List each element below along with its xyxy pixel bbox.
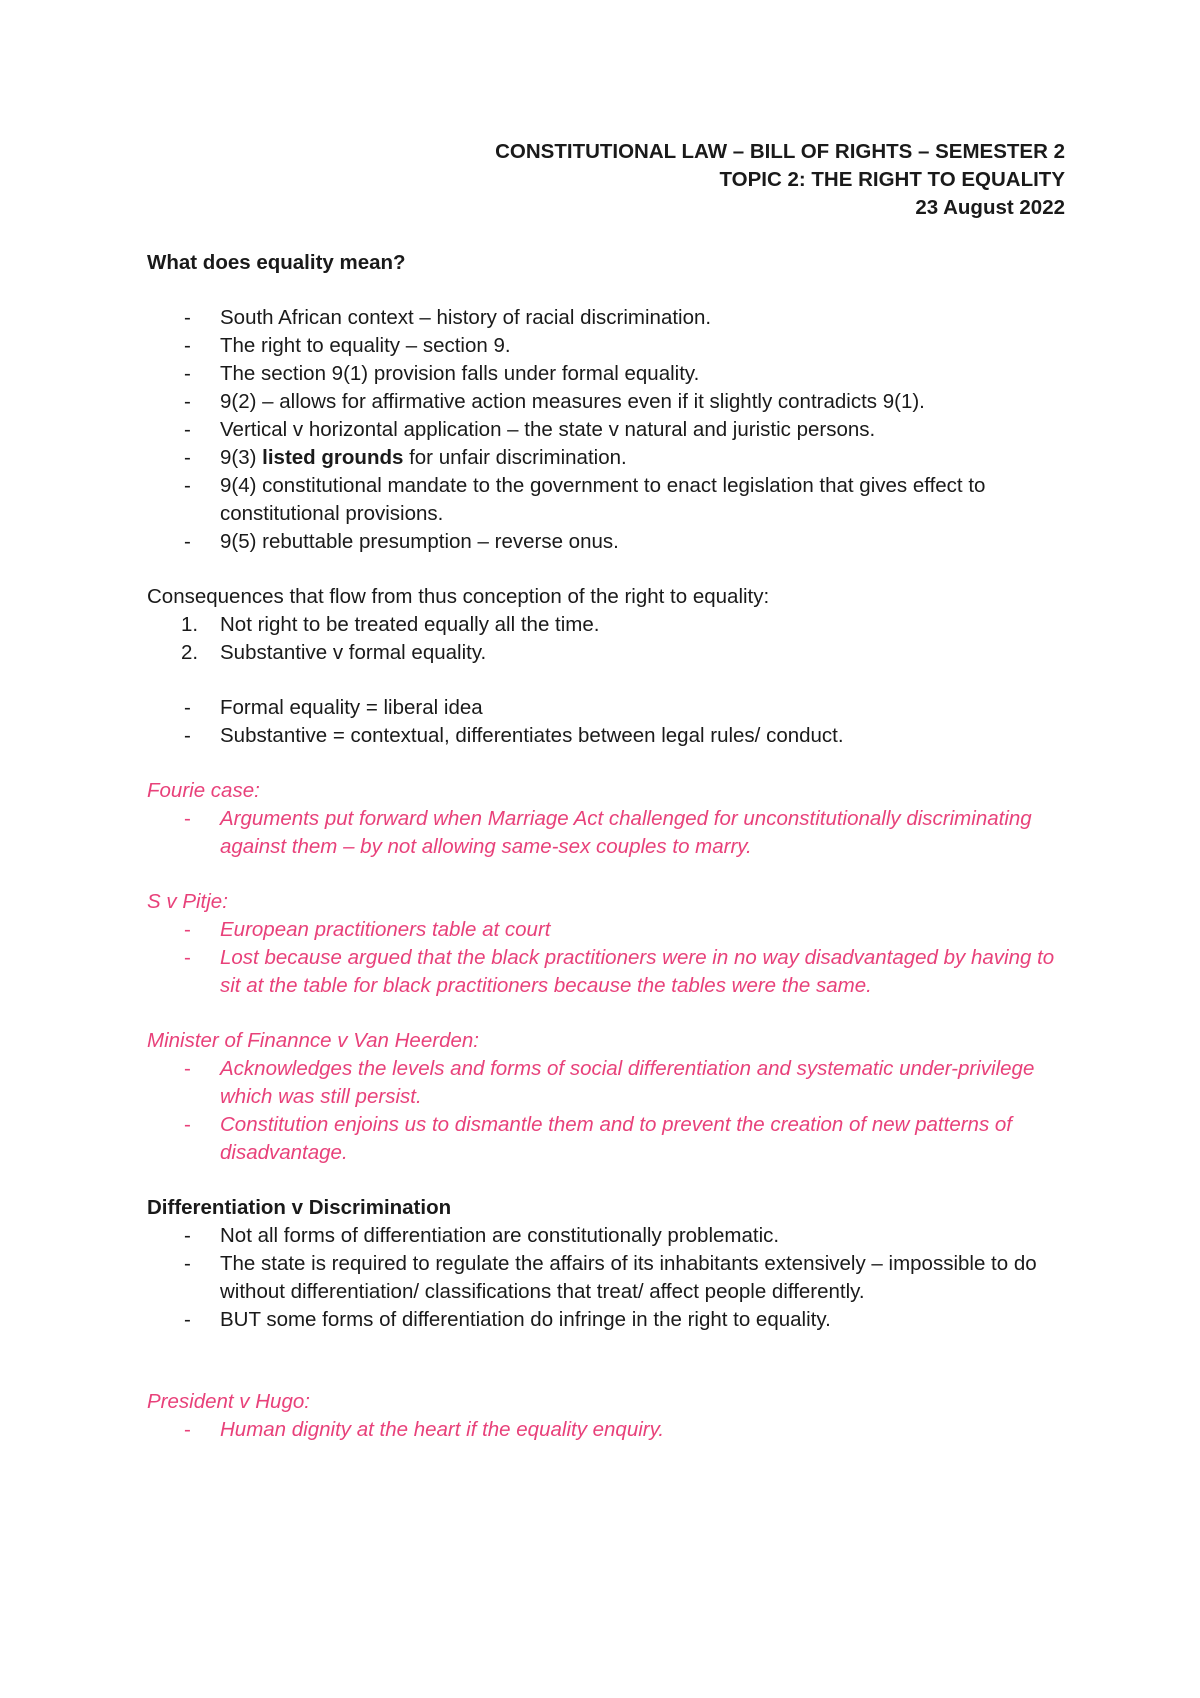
- case-title: S v Pitje:: [147, 890, 228, 913]
- consequences-numbered-list: [147, 611, 1065, 667]
- list-item: 2. Substantive v formal equality.: [181, 641, 487, 664]
- consequences-list: [147, 694, 1065, 750]
- list-item: - Acknowledges the levels and forms of social differentiation and systematic under-privilege which was still persist.: [184, 1057, 1035, 1108]
- section-heading-equality: What does equality mean?: [147, 251, 406, 274]
- list-item: - The state is required to regulate the affairs of its inhabitants extensively – impossible to do without differentiation/ classifications that treat/ affect people differently.: [184, 1252, 1037, 1303]
- case-hugo: [147, 1388, 1065, 1444]
- equality-list: [147, 304, 1065, 556]
- consequences-intro: Consequences that flow from thus conception of the right to equality:: [147, 585, 770, 608]
- differentiation-list: [147, 1222, 1065, 1334]
- case-pitje: [147, 888, 1065, 1000]
- document-page: [147, 138, 1065, 1444]
- document-header: [147, 138, 1065, 222]
- list-item: - Constitution enjoins us to dismantle them and to prevent the creation of new patterns of disadvantage.: [184, 1113, 1012, 1164]
- listed-grounds-emphasis: listed grounds: [262, 446, 404, 469]
- list-item: - Formal equality = liberal idea: [184, 696, 483, 719]
- list-item: - Arguments put forward when Marriage Act challenged for unconstitutionally discriminating against them – by not allowing same-sex couples to marry.: [184, 807, 1032, 858]
- list-item: - European practitioners table at court: [184, 918, 551, 941]
- section-heading-differentiation: Differentiation v Discrimination: [147, 1196, 452, 1219]
- case-title: Minister of Finannce v Van Heerden:: [147, 1029, 479, 1052]
- document-date: 23 August 2022: [915, 196, 1065, 219]
- case-van-heerden: [147, 1027, 1065, 1167]
- topic-title: TOPIC 2: THE RIGHT TO EQUALITY: [719, 168, 1065, 191]
- list-item: - Vertical v horizontal application – the state v natural and juristic persons.: [184, 418, 876, 441]
- list-item: - South African context – history of racial discrimination.: [184, 306, 712, 329]
- list-item: - BUT some forms of differentiation do infringe in the right to equality.: [184, 1308, 831, 1331]
- course-title: CONSTITUTIONAL LAW – BILL OF RIGHTS – SEMESTER 2: [495, 140, 1065, 163]
- case-title: President v Hugo:: [147, 1390, 310, 1413]
- list-item: 1. Not right to be treated equally all the time.: [181, 613, 600, 636]
- list-item: - The right to equality – section 9.: [184, 334, 511, 357]
- list-item: - The section 9(1) provision falls under formal equality.: [184, 362, 700, 385]
- list-item: - 9(2) – allows for affirmative action measures even if it slightly contradicts 9(1).: [184, 390, 925, 413]
- list-item: - Human dignity at the heart if the equality enquiry.: [184, 1418, 665, 1441]
- list-item: - Substantive = contextual, differentiates between legal rules/ conduct.: [184, 724, 844, 747]
- case-fourie: [147, 777, 1065, 861]
- list-item: - Lost because argued that the black practitioners were in no way disadvantaged by having to sit at the table for black practitioners because the tables were the same.: [184, 946, 1055, 997]
- list-item: - 9(3) listed grounds for unfair discrimination.: [184, 446, 627, 469]
- case-title: Fourie case:: [147, 779, 260, 802]
- list-item: - Not all forms of differentiation are constitutionally problematic.: [184, 1224, 780, 1247]
- list-item: - 9(5) rebuttable presumption – reverse onus.: [184, 530, 619, 553]
- list-item: - 9(4) constitutional mandate to the government to enact legislation that gives effect to constitutional provisions.: [184, 474, 986, 525]
